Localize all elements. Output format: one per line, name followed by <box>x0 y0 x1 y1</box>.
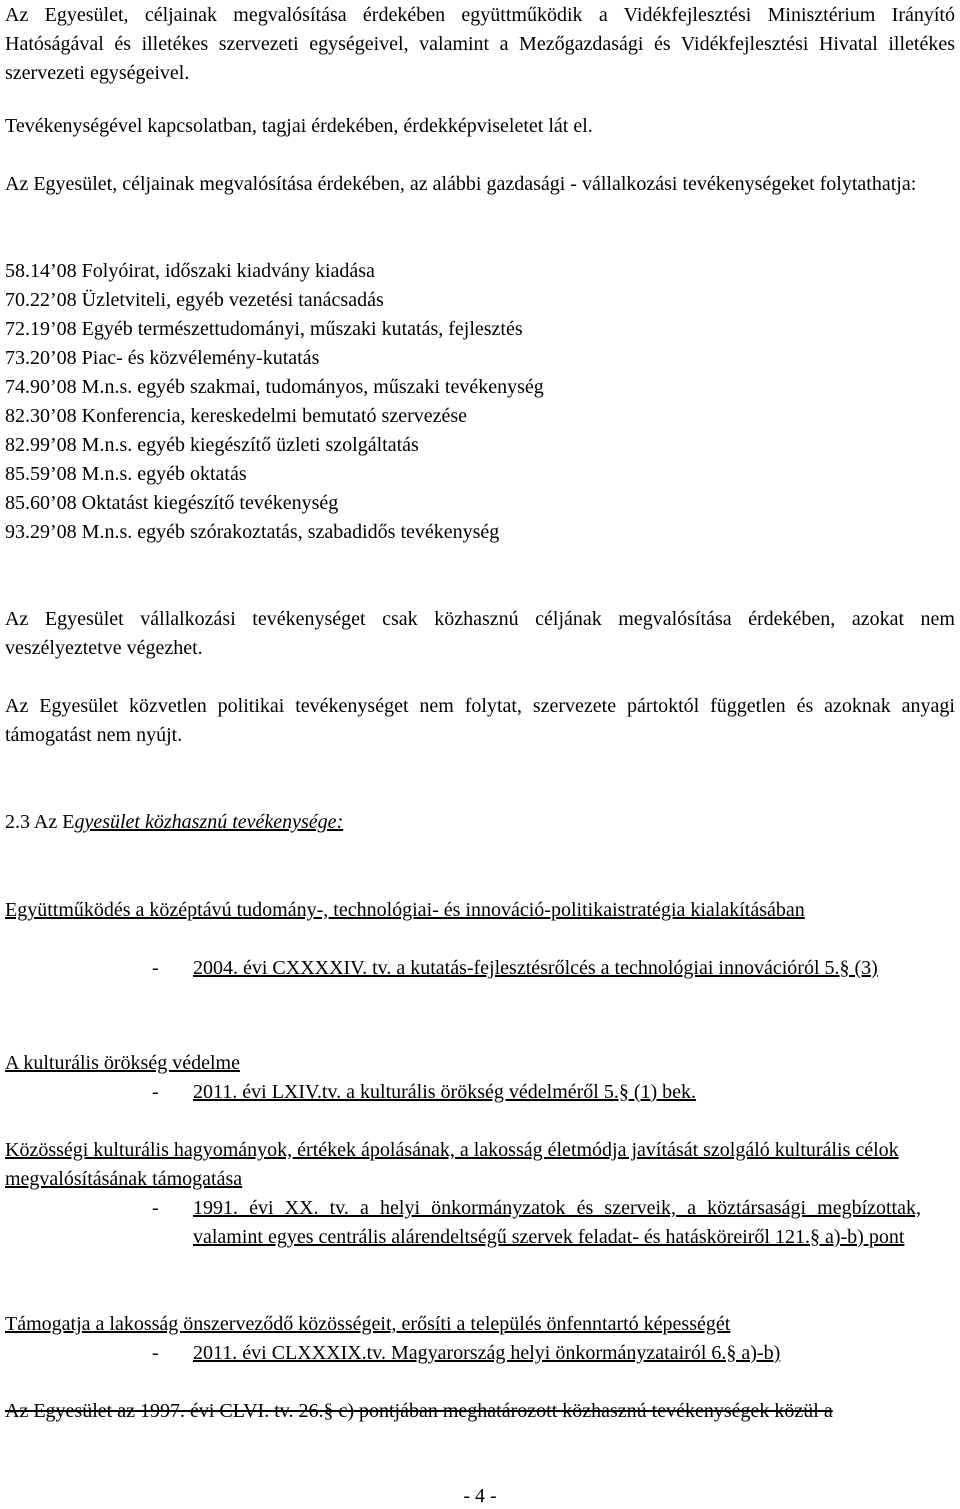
activity-item: 82.99’08 M.n.s. egyéb kiegészítő üzleti szolgáltatás <box>5 434 419 456</box>
public-benefit-item-heading: A kulturális örökség védelme <box>5 1052 240 1074</box>
activity-item: 72.19’08 Egyéb természettudományi, műszaki kutatás, fejlesztés <box>5 318 523 340</box>
list-dash: - <box>152 1197 159 1219</box>
legal-reference: 2011. évi CLXXXIX.tv. Magyarország helyi önkormányzatairól 6.§ a)-b) <box>193 1342 781 1364</box>
intro-paragraph-cooperation: Az Egyesület, céljainak megvalósítása érdekében együttműködik a Vidékfejlesztési Minisztérium Irányító Hatóságával és illetékes szervezeti egységeivel, valamint a Mezőgazdasági és Vidékfejlesztési Hivatal illetékes szervezeti egységeivel. <box>5 4 955 84</box>
public-benefit-item-heading: Támogatja a lakosság önszerveződő közösségeit, erősíti a település önfenntartó képességét <box>5 1313 731 1335</box>
intro-paragraph-activities: Az Egyesület, céljainak megvalósítása érdekében, az alábbi gazdasági - vállalkozási tevékenységeket folytathatja: <box>5 173 917 195</box>
legal-reference: 2011. évi LXIV.tv. a kulturális örökség védelméről 5.§ (1) bek. <box>193 1081 697 1103</box>
section-prefix: Az E <box>33 811 75 833</box>
public-benefit-item-heading: Együttműködés a középtávú tudomány-, technológiai- és innováció-politikaistratégia kialakításában <box>5 899 805 921</box>
activity-item: 93.29’08 M.n.s. egyéb szórakoztatás, szabadidős tevékenység <box>5 521 500 543</box>
paragraph-business-limit: Az Egyesület vállalkozási tevékenységet csak közhasznú céljának megvalósítása érdekében, azokat nem veszélyeztetve végezhet. <box>5 608 955 659</box>
activity-item: 74.90’08 M.n.s. egyéb szakmai, tudományos, műszaki tevékenység <box>5 376 544 398</box>
activity-item: 70.22’08 Üzletviteli, egyéb vezetési tanácsadás <box>5 289 384 311</box>
struck-paragraph: Az Egyesület az 1997. évi CLVI. tv. 26.§ c) pontjában meghatározott közhasznú tevékenységek közül a <box>5 1400 833 1422</box>
section-heading <box>5 808 343 837</box>
intro-paragraph-representation: Tevékenységével kapcsolatban, tagjai érdekében, érdekképviseletet lát el. <box>5 115 593 137</box>
list-dash: - <box>152 1081 159 1103</box>
activity-item: 85.60’08 Oktatást kiegészítő tevékenység <box>5 492 339 514</box>
public-benefit-item-heading: Közösségi kulturális hagyományok, értékek ápolásának, a lakosság életmódja javítását szolgáló kulturális célok megvalósításának támogatása <box>5 1139 899 1190</box>
legal-reference: 1991. évi XX. tv. a helyi önkormányzatok és szerveik, a köztársasági megbízottak, valamint egyes centrális alárendeltségű szervek feladat- és hatásköreiről 121.§ a)-b) pont <box>193 1197 921 1248</box>
list-dash: - <box>152 957 159 979</box>
list-dash: - <box>152 1342 159 1364</box>
activity-item: 58.14’08 Folyóirat, időszaki kiadvány kiadása <box>5 260 375 282</box>
activity-item: 82.30’08 Konferencia, kereskedelmi bemutató szervezése <box>5 405 468 427</box>
paragraph-political-neutrality: Az Egyesület közvetlen politikai tevékenységet nem folytat, szervezete pártoktól független és azoknak anyagi támogatást nem nyújt. <box>5 695 955 746</box>
activity-item: 73.20’08 Piac- és közvélemény-kutatás <box>5 347 320 369</box>
page-number: - 4 - <box>463 1485 497 1507</box>
section-number: 2.3 <box>5 811 30 833</box>
activity-item: 85.59’08 M.n.s. egyéb oktatás <box>5 463 247 485</box>
legal-reference: 2004. évi CXXXXIV. tv. a kutatás-fejlesztésrőlcés a technológiai innovációról 5.§ (3) <box>193 957 878 979</box>
section-title: gyesület közhasznú tevékenysége: <box>74 811 344 833</box>
